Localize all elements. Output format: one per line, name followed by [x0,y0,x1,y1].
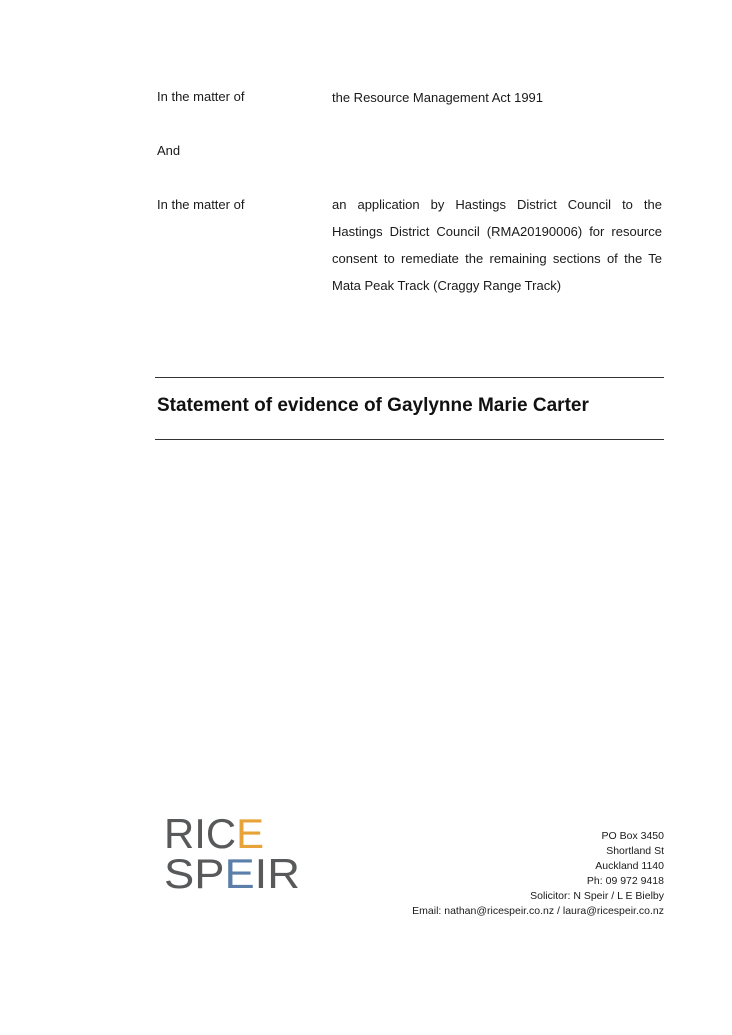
email: Email: nathan@ricespeir.co.nz / laura@ricespeir.co.nz [412,905,664,917]
street: Shortland St [606,845,664,857]
matter-label-1: In the matter of [157,89,245,104]
matter-text-1: the Resource Management Act 1991 [332,90,544,105]
city: Auckland 1140 [595,860,664,872]
logo-ir: IR [254,850,297,892]
matter-label-2: And [157,143,181,158]
contact-block [412,829,664,919]
title-bottom-rule [155,439,664,440]
logo-line-2 [164,850,300,892]
title-top-rule [155,377,664,378]
logo-e-blue: E [224,850,253,892]
matter-text-3: an application by Hastings District Council to the Hastings District Council (RMA20190006) for resource consent to remediate the remaining sections of the Te Mata Peak Track (Craggy Range Track) [332,197,662,293]
logo-ric: RIC [164,810,237,857]
matter-label-3: In the matter of [157,197,245,212]
rice-speir-logo [164,810,304,892]
document-title: Statement of evidence of Gaylynne Marie Carter [157,395,589,416]
phone: Ph: 09 972 9418 [586,875,664,887]
logo-e-orange: E [236,810,265,857]
logo-sp: SP [164,850,221,892]
po-box: PO Box 3450 [601,830,664,842]
solicitor: Solicitor: N Speir / L E Bielby [530,890,664,902]
